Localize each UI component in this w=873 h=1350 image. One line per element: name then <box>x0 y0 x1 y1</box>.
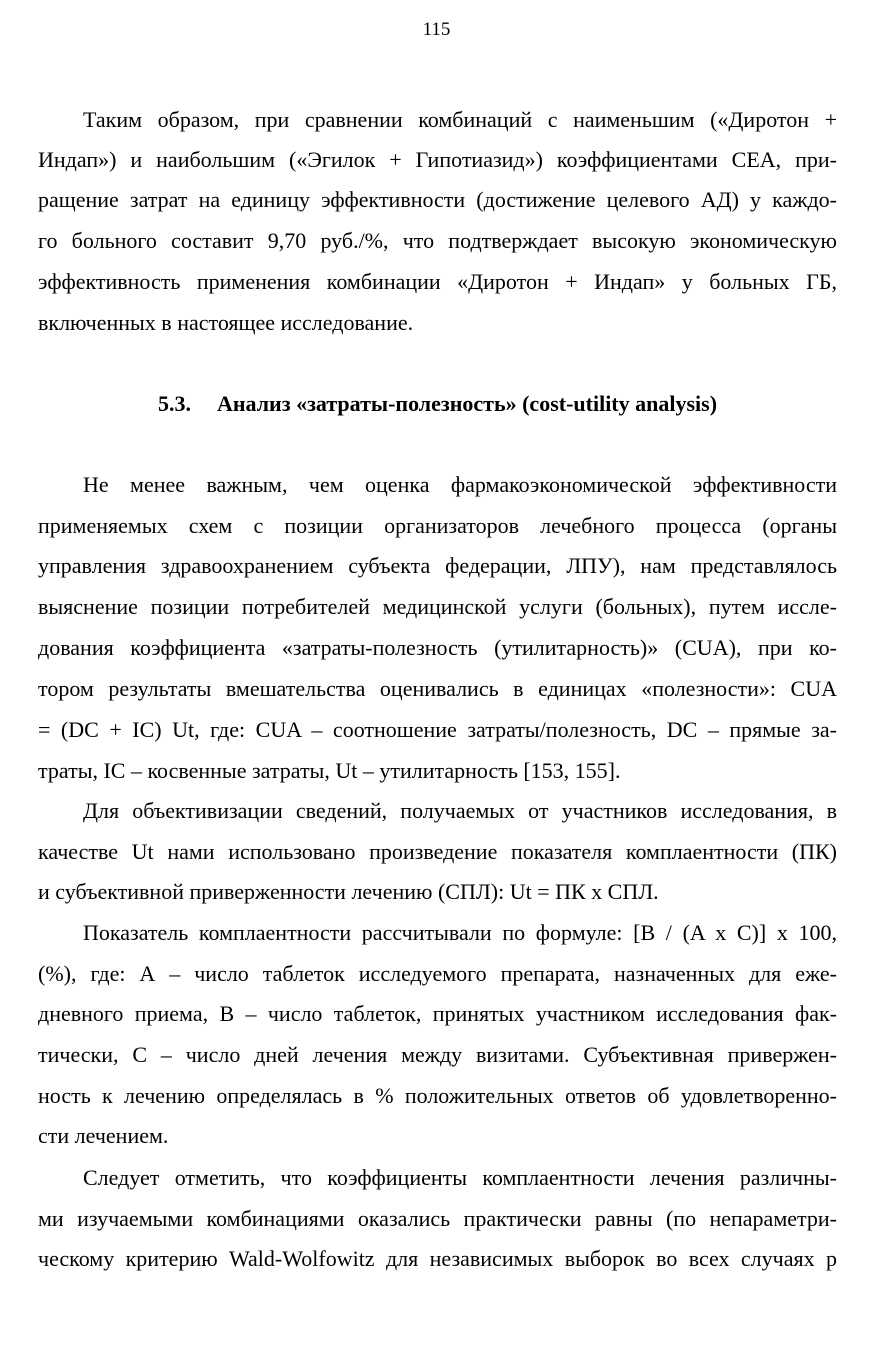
paragraph-4-line-4: тически, С – число дней лечения между визитами. Субъективная привержен- <box>38 1042 837 1067</box>
paragraph-3-line-1: Для объективизации сведений, получаемых от участников исследования, в <box>83 798 837 823</box>
paragraph-5-line-1: Следует отметить, что коэффициенты комплаентности лечения различны- <box>83 1165 837 1190</box>
section-heading <box>38 390 837 418</box>
paragraph-4-line-2: (%), где: А – число таблеток исследуемого препарата, назначенных для еже- <box>38 961 837 986</box>
paragraph-4-line-1: Показатель комплаентности рассчитывали по формуле: [B / (A x C)] x 100, <box>83 920 837 945</box>
paragraph-1-line-3: ращение затрат на единицу эффективности (достижение целевого АД) у каждо- <box>38 187 837 212</box>
paragraph-3-line-2: качестве Ut нами использовано произведение показателя комплаентности (ПК) <box>38 839 837 864</box>
paragraph-2-line-3: управления здравоохранением субъекта федерации, ЛПУ), нам представлялось <box>38 553 837 578</box>
paragraph-2-line-5: дования коэффициента «затраты-полезность (утилитарность)» (CUA), при ко- <box>38 635 837 660</box>
paragraph-2-line-2: применяемых схем с позиции организаторов лечебного процесса (органы <box>38 513 837 538</box>
section-title: Анализ «затраты-полезность» (cost-utility analysis) <box>216 391 718 416</box>
paragraph-1-line-1: Таким образом, при сравнении комбинаций с наименьшим («Диротон + <box>83 107 837 132</box>
paragraph-4-line-3: дневного приема, В – число таблеток, принятых участником исследования фак- <box>38 1001 837 1026</box>
paragraph-2-line-1: Не менее важным, чем оценка фармакоэкономической эффективности <box>83 472 837 497</box>
paragraph-5-line-2: ми изучаемыми комбинациями оказались практически равны (по непараметри- <box>38 1206 837 1231</box>
paragraph-4-line-5: ность к лечению определялась в % положительных ответов об удовлетворенно- <box>38 1083 837 1108</box>
paragraph-2-line-7: = (DC + IC) Ut, где: CUA – соотношение затраты/полезность, DC – прямые за- <box>38 717 838 742</box>
paragraph-5-line-3: ческому критерию Wald-Wolfowitz для независимых выборок во всех случаях p <box>38 1246 837 1271</box>
paragraph-1-line-6: включенных в настоящее исследование. <box>38 310 414 335</box>
paragraph-2-line-8: траты, IC – косвенные затраты, Ut – утилитарность [153, 155]. <box>38 758 621 783</box>
paragraph-1-line-5: эффективность применения комбинации «Диротон + Индап» у больных ГБ, <box>38 269 837 294</box>
paragraph-2-line-4: выяснение позиции потребителей медицинской услуги (больных), путем иссле- <box>38 594 837 619</box>
paragraph-3-line-3: и субъективной приверженности лечению (СПЛ): Ut = ПК х СПЛ. <box>38 879 659 904</box>
paragraph-1-line-2: Индап») и наибольшим («Эгилок + Гипотиазид») коэффициентами СЕА, при- <box>38 147 837 172</box>
paragraph-1-line-4: го больного составит 9,70 руб./%, что подтверждает высокую экономическую <box>38 228 837 253</box>
paragraph-4-line-6: сти лечением. <box>38 1123 169 1148</box>
page-number: 115 <box>422 19 451 40</box>
section-number: 5.3. <box>157 391 191 416</box>
paragraph-2-line-6: тором результаты вмешательства оценивались в единицах «полезности»: CUA <box>38 676 837 701</box>
